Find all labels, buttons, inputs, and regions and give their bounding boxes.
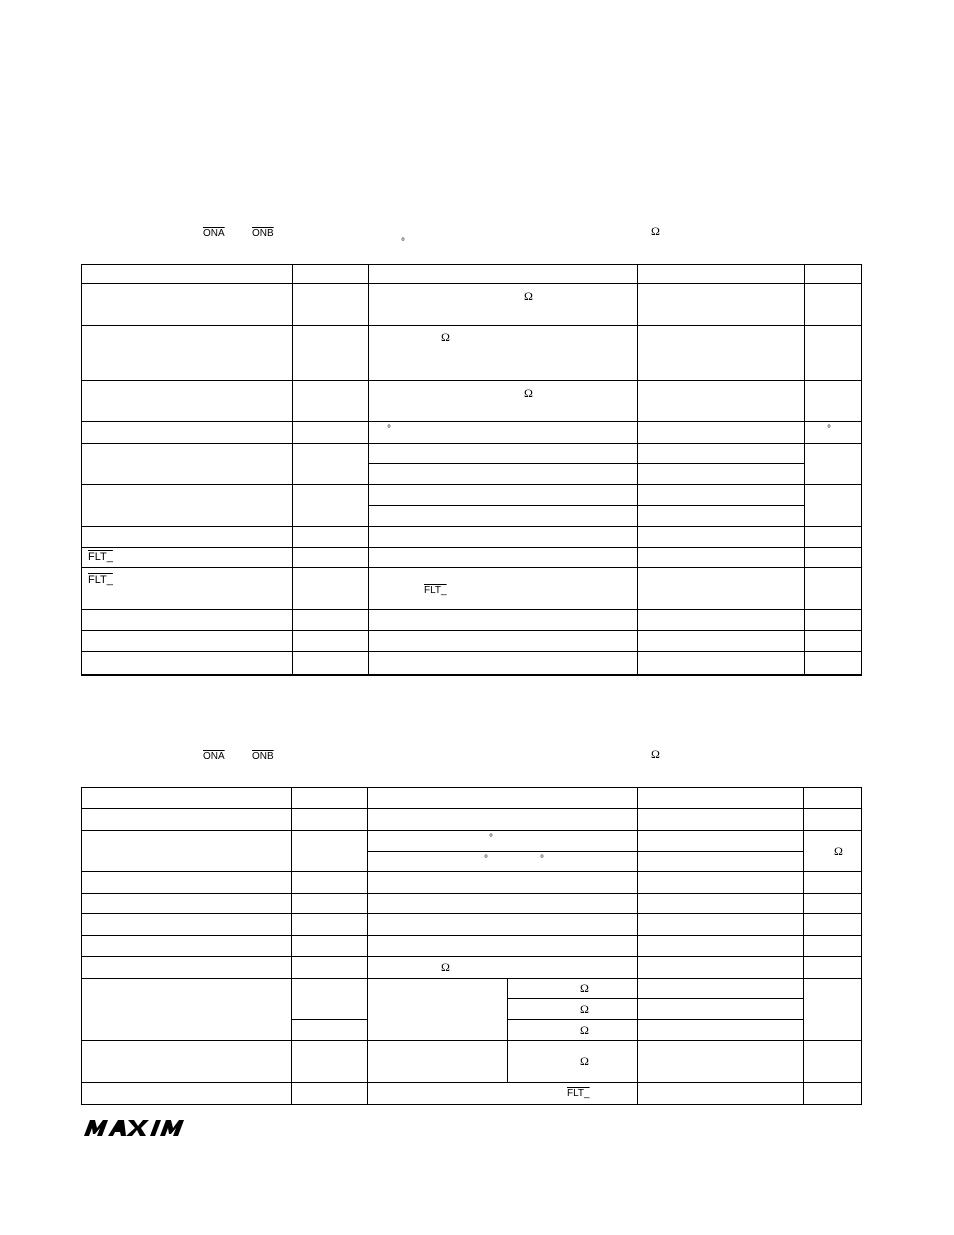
maxim-logo-mark [84,1118,196,1138]
t2-row3-subcond-degree-1: ° [484,854,488,865]
s2-ona-pin: $\overline{ONA}$ [203,751,225,762]
t2-row3-cond-degree: ° [489,833,493,844]
s2-omega-symbol: Ω [651,747,660,761]
t2-row9-sub3-omega: Ω [580,1023,589,1037]
s1-ona-pin: $\overline{ONA}$ [203,228,225,239]
t2-row8-cond-omega: Ω [441,960,450,974]
t1-row10-label-flt: FLT_ [88,574,113,586]
t2-row9-sub1-omega: Ω [580,981,589,995]
t2-row9-sub2-omega: Ω [580,1002,589,1016]
t1-row2-cond-omega: Ω [524,289,533,303]
t2-row3-unit-omega: Ω [834,844,843,858]
t1-row10-cond-flt: FLT_ [424,585,447,596]
t2-row3-subcond-degree-2: ° [540,854,544,865]
maxim-logo [84,1118,196,1138]
s1-degree-symbol: ° [401,237,405,248]
s1-omega-symbol: Ω [651,224,660,238]
s1-onb-pin: $\overline{ONB}$ [252,228,274,239]
t1-row4-cond-omega: Ω [524,386,533,400]
t2-row11-cond-flt: FLT_ [567,1088,590,1099]
t1-row5-cond-degree: ° [387,424,391,435]
t1-row5-unit-degree: ° [827,424,831,435]
s2-onb-pin: $\overline{ONB}$ [252,751,274,762]
t1-row3-cond-omega: Ω [441,330,450,344]
t1-row9-label-flt: FLT_ [88,551,113,563]
t2-row10-sub-omega: Ω [580,1054,589,1068]
